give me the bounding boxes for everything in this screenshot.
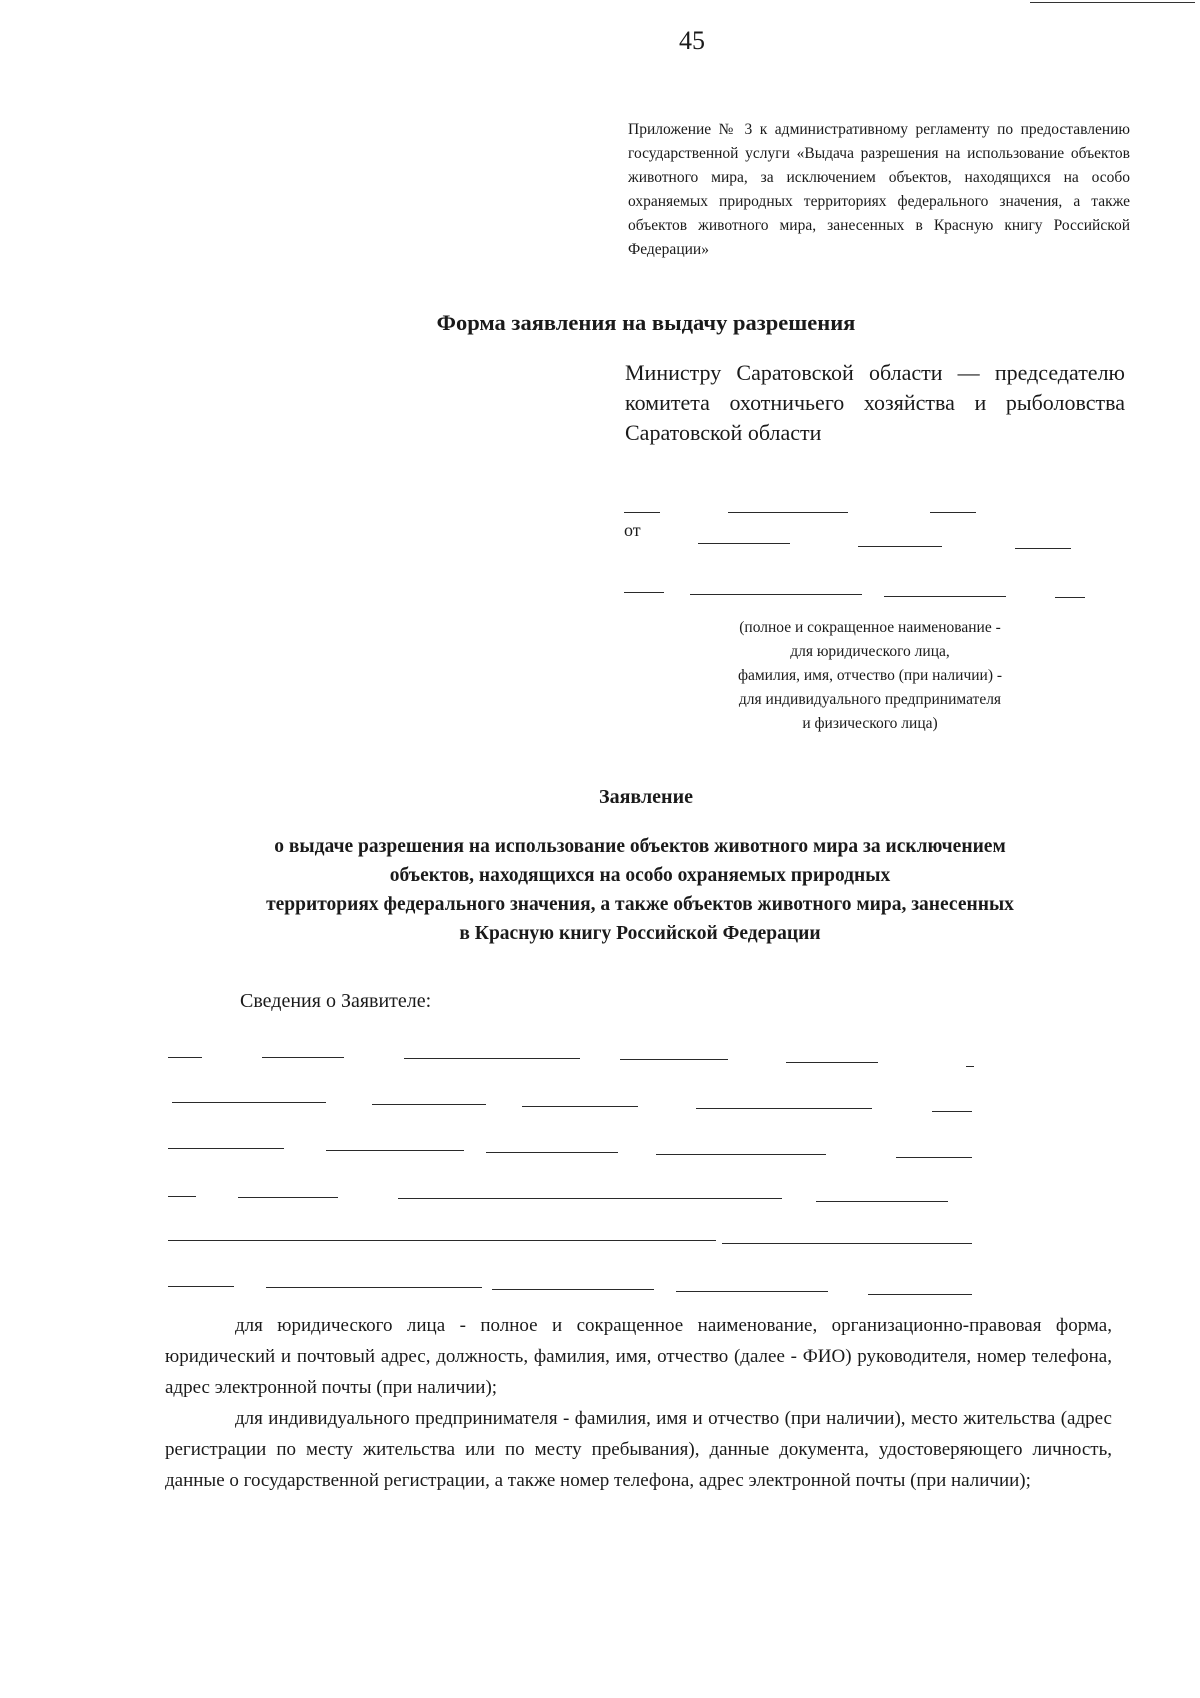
addressee-block: Министру Саратовской области — председателю комитета охотничьего хозяйства и рыболовства Саратовской области xyxy=(625,360,1125,445)
appendix-note: Приложение № 3 к административному регламенту по предоставлению государственной услуги «Выдача разрешения на использование объектов животного мира, за исключением объектов, находящихся на особо охраняемых природных территориях федерального значения, а также объектов животного мира, занесенных в Красную книгу Российской Федерации» xyxy=(628,121,1130,258)
legal-entity-description: для юридического лица - полное и сокращенное наименование, организационно-правовая форма, юридический и почтовый адрес, должность, фамилия, имя, отчество (далее - ФИО) руководителя, номер телефона, адрес электронной почты (при наличии); xyxy=(165,1315,1112,1398)
form-title: Форма заявления на выдачу разрешения xyxy=(436,310,856,335)
statement-heading: Заявление xyxy=(599,786,693,808)
applicant-name-note: (полное и сокращенное наименование - для юридического лица, фамилия, имя, отчество (при наличии) - для индивидуального предпринимателя и физического лица) xyxy=(737,619,1003,732)
top-rule xyxy=(1030,2,1195,3)
entrepreneur-description: для индивидуального предпринимателя - фамилия, имя и отчество (при наличии), место жительства (адрес регистрации по месту жительства или по месту пребывания), данные документа, удостоверяющего личность, данные о государственной регистрации, а также номер телефона, адрес электронной почты (при наличии); xyxy=(165,1408,1112,1491)
applicant-description xyxy=(165,1310,1112,1496)
applicant-info-label: Сведения о Заявителе: xyxy=(240,990,432,1012)
statement-subtitle: о выдаче разрешения на использование объектов животного мира за исключением объектов, находящихся на особо охраняемых природных территориях федерального значения, а также объектов животного мира, занесенных в Красную книгу Российской Федерации xyxy=(266,836,1014,944)
from-label: от xyxy=(624,520,641,540)
page-number: 45 xyxy=(679,26,705,55)
